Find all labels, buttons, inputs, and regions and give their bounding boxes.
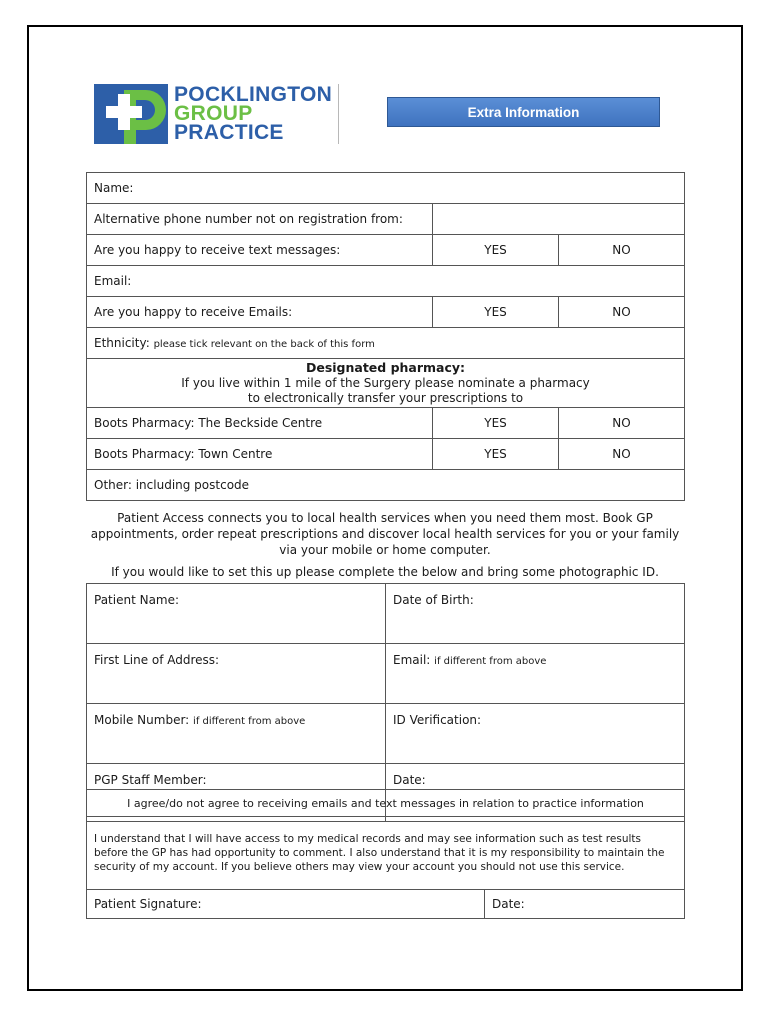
date-of-birth-field[interactable]: Date of Birth: (386, 584, 685, 644)
logo-line-3: PRACTICE (174, 121, 284, 144)
consent-table (86, 789, 685, 919)
emails-yes-option[interactable]: YES (433, 297, 559, 328)
mobile-number-field[interactable] (87, 704, 386, 764)
pharmacy-instruction-2: to electronically transfer your prescriptions to (247, 391, 524, 405)
logo-line-2: GROUP (174, 102, 253, 125)
patient-name-field[interactable]: Patient Name: (87, 584, 386, 644)
pharmacy-instruction-1: If you live within 1 mile of the Surgery please nominate a pharmacy (181, 376, 590, 390)
patient-access-table (86, 583, 685, 822)
table-row (87, 644, 685, 704)
text-messages-label: Are you happy to receive text messages: (87, 235, 433, 266)
town-centre-pharmacy-label: Boots Pharmacy: Town Centre (87, 439, 433, 470)
email-field[interactable]: Email: (87, 266, 685, 297)
table-row (87, 204, 685, 235)
ethnicity-note: please tick relevant on the back of this form (153, 339, 375, 350)
signature-date-field[interactable]: Date: (485, 890, 685, 919)
ethnicity-label: Ethnicity: (94, 336, 150, 350)
cross-logo-icon (94, 84, 168, 144)
table-row (87, 890, 685, 919)
staff-date-field[interactable]: Date: (386, 764, 685, 822)
agree-statement[interactable]: I agree/do not agree to receiving emails and text messages in relation to practice information (87, 790, 685, 817)
understand-statement: I understand that I will have access to my medical records and may see information such as test results before the GP has had opportunity to comment. I also understand that it is my responsibility to maintain the security of my account. If you believe others may view your account you should not use this service. (87, 817, 685, 890)
table-row (87, 470, 685, 501)
table-row (87, 817, 685, 890)
name-field[interactable]: Name: (87, 173, 685, 204)
table-row (87, 790, 685, 817)
ethnicity-field[interactable] (87, 328, 685, 359)
designated-pharmacy-header (87, 359, 685, 408)
designated-pharmacy-heading: Designated pharmacy: (305, 360, 466, 375)
emails-label: Are you happy to receive Emails: (87, 297, 433, 328)
practice-logo (94, 84, 344, 146)
table-row (87, 439, 685, 470)
contact-details-table (86, 172, 685, 501)
alt-phone-label: Alternative phone number not on registration from: (87, 204, 433, 235)
beckside-no-option[interactable]: NO (559, 408, 685, 439)
patient-access-intro: Patient Access connects you to local health services when you need them most. Book GP appointments, order repeat prescriptions and discover local health services for you or your family via your mobile or home computer. (90, 511, 680, 557)
other-pharmacy-field[interactable]: Other: including postcode (87, 470, 685, 501)
logo-line-1: POCKLINGTON (174, 83, 333, 106)
logo-wordmark (174, 85, 332, 142)
table-row (87, 235, 685, 266)
patient-signature-field[interactable]: Patient Signature: (87, 890, 485, 919)
staff-member-field[interactable]: PGP Staff Member: (87, 764, 386, 822)
mobile-number-note: if different from above (193, 716, 306, 727)
table-row (87, 266, 685, 297)
beckside-yes-option[interactable]: YES (433, 408, 559, 439)
address-field[interactable]: First Line of Address: (87, 644, 386, 704)
email-alt-label: Email: (393, 653, 431, 667)
table-row (87, 359, 685, 408)
town-centre-no-option[interactable]: NO (559, 439, 685, 470)
town-centre-yes-option[interactable]: YES (433, 439, 559, 470)
table-row (87, 584, 685, 644)
emails-no-option[interactable]: NO (559, 297, 685, 328)
email-alt-note: if different from above (434, 656, 547, 667)
mobile-number-label: Mobile Number: (94, 713, 190, 727)
alt-phone-field[interactable] (433, 204, 685, 235)
text-messages-yes-option[interactable]: YES (433, 235, 559, 266)
table-row (87, 408, 685, 439)
text-messages-no-option[interactable]: NO (559, 235, 685, 266)
beckside-pharmacy-label: Boots Pharmacy: The Beckside Centre (87, 408, 433, 439)
table-row (87, 328, 685, 359)
table-row (87, 297, 685, 328)
id-verification-field[interactable]: ID Verification: (386, 704, 685, 764)
logo-divider (338, 84, 339, 144)
extra-information-banner: Extra Information (387, 97, 660, 127)
table-row (87, 704, 685, 764)
table-row (87, 173, 685, 204)
email-alt-field[interactable] (386, 644, 685, 704)
patient-access-instruction: If you would like to set this up please complete the below and bring some photographic ID. (111, 565, 659, 579)
